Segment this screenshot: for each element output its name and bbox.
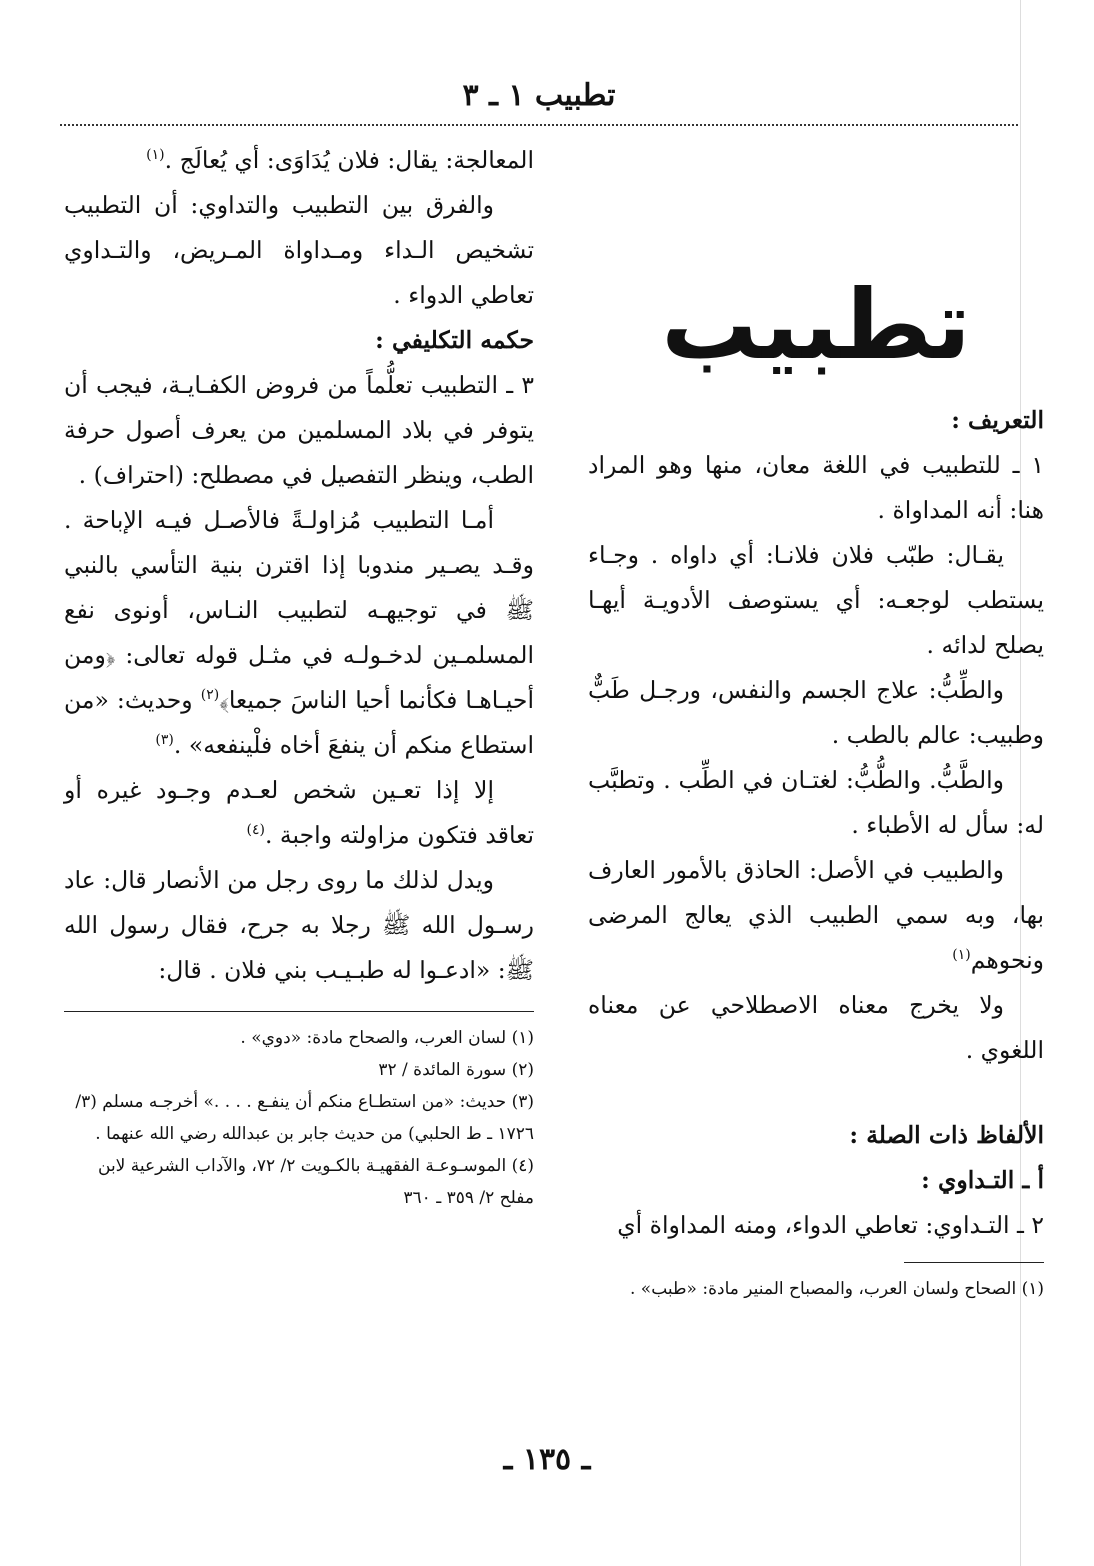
left-line-1-text: المعالجة: يقال: فلان يُدَاوَى: أي يُعالَج . (164, 146, 534, 174)
left-line-1 (64, 138, 534, 183)
footnote-ref: (١) (952, 947, 971, 964)
left-paragraph-4 (64, 498, 534, 768)
hadith-text: وحديث: «من استطاع منكم أن ينفعَ أخاه فلْينفعه» . (64, 686, 534, 759)
right-column (588, 269, 1044, 1305)
left-footnote-4: (٤) الموسـوعـة الفقهيـة بالكـويت ٢/ ٧٢، والآداب الشرعية لابن مفلح ٢/ ٣٥٩ ـ ٣٦٠ (98, 1156, 534, 1208)
left-footnote-3: (٣) حديث: «من استطـاع منكم أن ينفـع . . . .» أخرجـه مسلم (٣/ ١٧٢٦ ـ ط الحلبي) من حديث جابر بن عبدالله رضي الله عنهما . (75, 1092, 534, 1144)
left-paragraph-3: ٣ ـ التطبيب تعلُّماً من فروض الكفـايـة، فيجب أن يتوفر في بلاد المسلمين من يعرف أصول حرفة الطب، وينظر التفصيل في مصطلح: (احتراف) . (64, 371, 534, 489)
header-dotted-rule (60, 124, 1018, 126)
paragraph-1: ١ ـ للتطبيب في اللغة معان، منها وهو المراد هنا: أنه المداواة . (588, 451, 1044, 524)
paragraph-5 (588, 848, 1044, 983)
left-paragraph-2: والفرق بين التطبيب والتداوي: أن التطبيب تشخيص الـداء ومـداواة المـريض، والتـداوي تعاطي الدواء . (64, 191, 534, 309)
paragraph-7: ٢ ـ التـداوي: تعاطي الدواء، ومنه المداواة أي (617, 1211, 1044, 1239)
left-paragraph-4-text: أمـا التطبيب مُزاولـةً فالأصـل فيـه الإباحة . وقـد يصـير مندوبا إذا اقترن بنية التأسي بالنبي ﷺ في توجيهـه لتطبيب النـاس، أونوى نفع المسلمـين لدخـولـه في مثـل قوله تعالى: ﴿ومن أحيـاهـا فكأنما أحيا الناسَ جميعا﴾ (64, 506, 534, 714)
running-header: تطبيب ١ ـ ٣ (462, 78, 616, 113)
left-footnote-1: (١) لسان العرب، والصحاح مادة: «دوي» . (240, 1028, 534, 1048)
footnote-ref: (٣) (155, 732, 174, 749)
footnote-ref: (١) (146, 147, 165, 164)
paragraph-6: ولا يخرج معناه الاصطلاحي عن معناه اللغوي . (588, 991, 1044, 1064)
left-paragraph-6: ويدل لذلك ما روى رجل من الأنصار قال: عاد رسـول الله ﷺ رجلا به جرح، فقال رسول الله ﷺ: «ادعـوا له طبـيـب بني فلان . قال: (64, 866, 534, 984)
paragraph-5-text: والطبيب في الأصل: الحاذق بالأمور العارف بها، وبه سمي الطبيب الذي يعالج المرضى ونحوهم (588, 856, 1044, 974)
left-paragraph-5-text: إلا إذا تعـين شخص لعـدم وجـود غيره أو تعاقد فتكون مزاولته واجبة . (64, 776, 534, 849)
footnote-ref: (٤) (246, 822, 265, 839)
page-number: ـ ١٣٥ ـ (503, 1442, 591, 1477)
paragraph-3: والطِّبُّ: علاج الجسم والنفس، ورجـل طَبٌّ وطبيب: عالم بالطب . (588, 676, 1044, 749)
subheading-tadawi: أ ـ التـداوي : (921, 1166, 1044, 1194)
footnote-separator (64, 1011, 534, 1012)
left-column (64, 138, 534, 1214)
heading-related-terms: الألفاظ ذات الصلة : (849, 1121, 1044, 1149)
footnote-separator (904, 1262, 1044, 1263)
paragraph-4: والطَّبُّ. والطُّبُّ: لغتـان في الطِّب . وتطبَّب له: سأل له الأطباء . (588, 766, 1044, 839)
left-footnote-2: (٢) سورة المائدة / ٣٢ (378, 1060, 534, 1080)
footnote-ref: (٢) (200, 687, 220, 704)
paragraph-2: يقـال: طبّب فلان فلانـا: أي داواه . وجـاء يستطب لوجعـه: أي يستوصف الأدويـة أيهـا يصلح لدائه . (588, 541, 1044, 659)
heading-definition: التعريف : (951, 406, 1044, 434)
footnote-1: (١) الصحاح ولسان العرب، والمصباح المنير مادة: «طبب» . (630, 1279, 1044, 1299)
article-title: تطبيب (661, 269, 971, 381)
left-paragraph-5 (64, 768, 534, 858)
heading-ruling: حكمه التكليفي : (375, 326, 534, 354)
